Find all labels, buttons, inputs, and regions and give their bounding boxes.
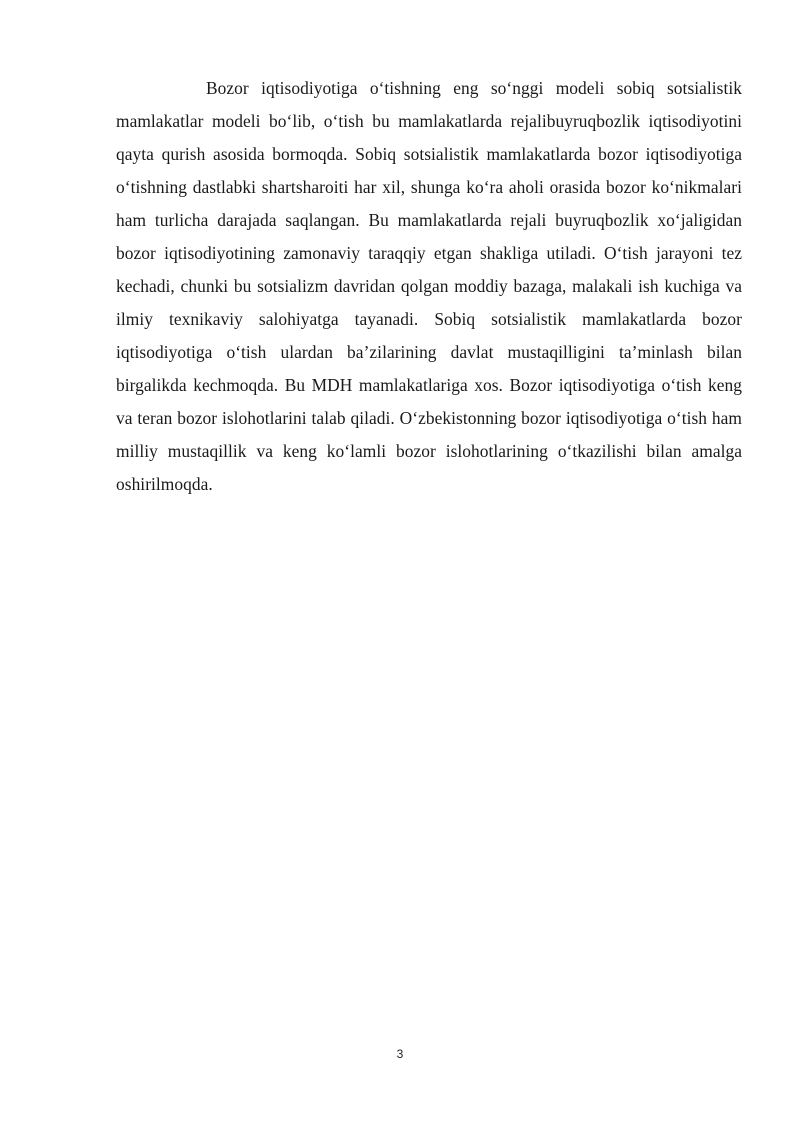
page-number: 3 [396,1047,404,1061]
body-paragraph: Bozor iqtisodiyotiga oʻtishning eng soʻnggi modeli sobiq sotsialistik mamlakatlar modeli boʻlib, oʻtish bu mamlakatlarda rejalibuyruqbozlik iqtisodiyotini qayta qurish asosida bormoqda. Sobiq sotsialistik mamlakatlarda bozor iqtisodiyotiga oʻtishning dastlabki shartsharoiti har xil, shunga koʻra aholi orasida bozor koʻnikmalari ham turlicha darajada saqlangan. Bu mamlakatlarda rejali buyruqbozlik xoʻjaligidan bozor iqtisodiyotining zamonaviy taraqqiy etgan shakliga utiladi. Oʻtish jarayoni tez kechadi, chunki bu sotsializm davridan qolgan moddiy bazaga, malakali ish kuchiga va ilmiy texnikaviy salohiyatga tayanadi. Sobiq sotsialistik mamlakatlarda bozor iqtisodiyotiga oʻtish ulardan baʼzilarining davlat mustaqilligini taʼminlash bilan birgalikda kechmoqda. Bu MDH mamlakatlariga xos. Bozor iqtisodiyotiga oʻtish keng va teran bozor islohotlarini talab qiladi. Oʻzbekistonning bozor iqtisodiyotiga oʻtish ham milliy mustaqillik va keng koʻlamli bozor islohotlarining oʻtkazilishi bilan amalga oshirilmoqda. [116,78,742,494]
